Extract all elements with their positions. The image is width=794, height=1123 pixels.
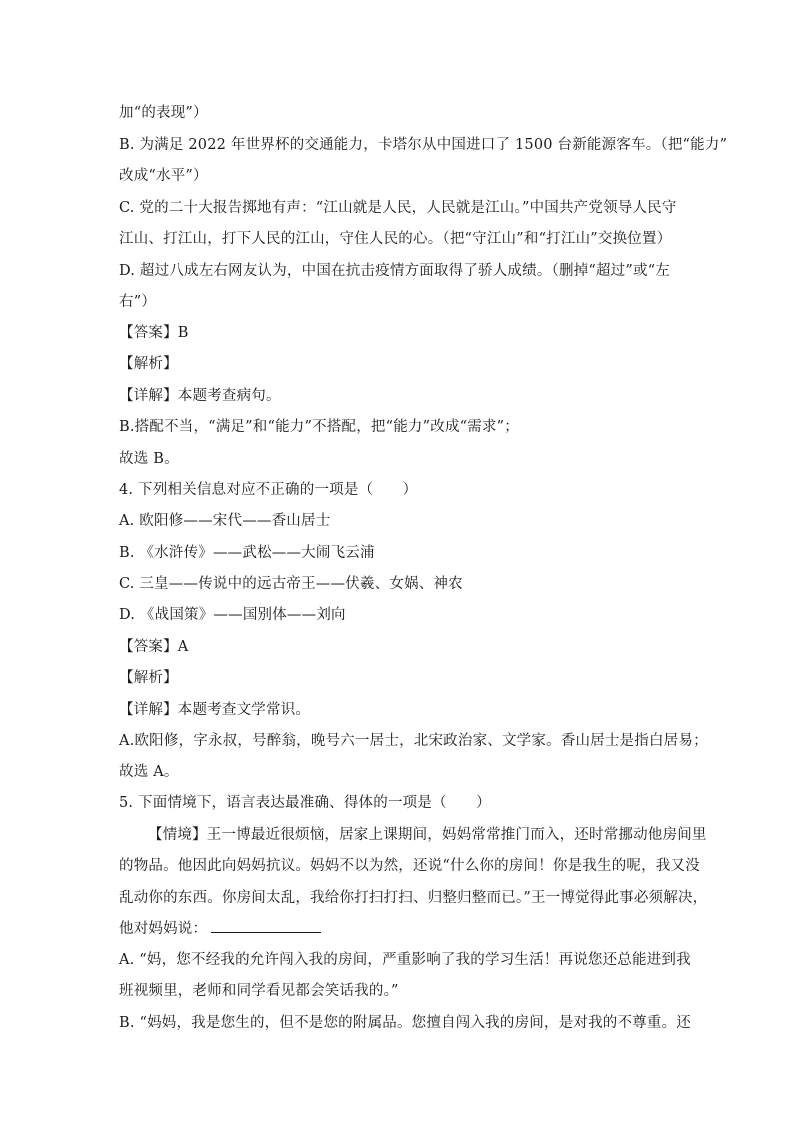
text-line: 右”） [119,294,157,310]
text-line: 故选 B。 [119,451,179,467]
text-line: B.搭配不当，“满足”和“能力”不搭配，把“能力”改成“需求”； [119,419,519,435]
option-a-line: A. “妈，您不经我的允许闯入我的房间，严重影响了我的学习生活！再说您还总能进到我 [119,952,691,968]
text-line: 改成“水平”） [119,168,208,184]
detail-line: 【详解】本题考查文学常识。 [119,702,311,718]
scenario-line: 的物品。他因此向妈妈抗议。妈妈不以为然，还说“什么你的房间！你是我生的呢，我又没 [119,858,700,874]
scenario-line [119,918,321,939]
option-b-line: B. 《水浒传》——武松——大闹飞云浦 [119,545,375,561]
option-c-line: C. 三皇——传说中的远古帝王——伏羲、女娲、神农 [119,576,463,592]
analysis-label: 【解析】 [119,670,178,686]
answer-label: 【答案】A [119,639,189,655]
scenario-line: 【情境】王一博最近很烦恼，居家上课期间，妈妈常常推门而入，还时常挪动他房间里 [148,827,707,843]
option-b-line: B. “妈妈，我是您生的，但不是您的附属品。您擅自闯入我的房间，是对我的不尊重。还 [119,1015,691,1031]
option-d-line: D. 《战国策》——国别体——刘向 [119,607,346,623]
text-line: 班视频里，老师和同学看见都会笑话我的。” [119,983,399,999]
fill-in-blank [211,918,321,933]
option-b-line: B. 为满足 2022 年世界杯的交通能力，卡塔尔从中国进口了 1500 台新能源客车。（把“能力” [119,137,728,153]
option-a-line: A. 欧阳修——宋代——香山居士 [119,513,331,529]
scenario-line: 乱动你的东西。你房间太乱，我给你打扫打扫、归整归整而已。”王一博觉得此事必须解决， [119,890,708,906]
text-line: 故选 A。 [119,764,179,780]
scenario-text: 他对妈妈说： [119,921,208,937]
detail-line: 【详解】本题考查病句。 [119,388,281,404]
option-d-line: D. 超过八成左右网友认为，中国在抗击疫情方面取得了骄人成绩。（删掉“超过”或“左 [119,263,671,279]
text-line: 加“的表现”） [119,105,208,121]
question-5: 5. 下面情境下，语言表达最准确、得体的一项是（ ） [119,795,491,811]
question-4: 4. 下列相关信息对应不正确的一项是（ ） [119,482,418,498]
text-line: 江山、打江山，打下人民的江山，守住人民的心。（把“守江山”和“打江山”交换位置） [119,231,672,247]
analysis-label: 【解析】 [119,356,178,372]
answer-label: 【答案】B [119,325,189,341]
text-line: A.欧阳修，字永叔，号醉翁，晚号六一居士，北宋政治家、文学家。香山居士是指白居易； [119,733,708,749]
option-c-line: C. 党的二十大报告掷地有声：“江山就是人民，人民就是江山。”中国共产党领导人民守 [119,200,677,216]
